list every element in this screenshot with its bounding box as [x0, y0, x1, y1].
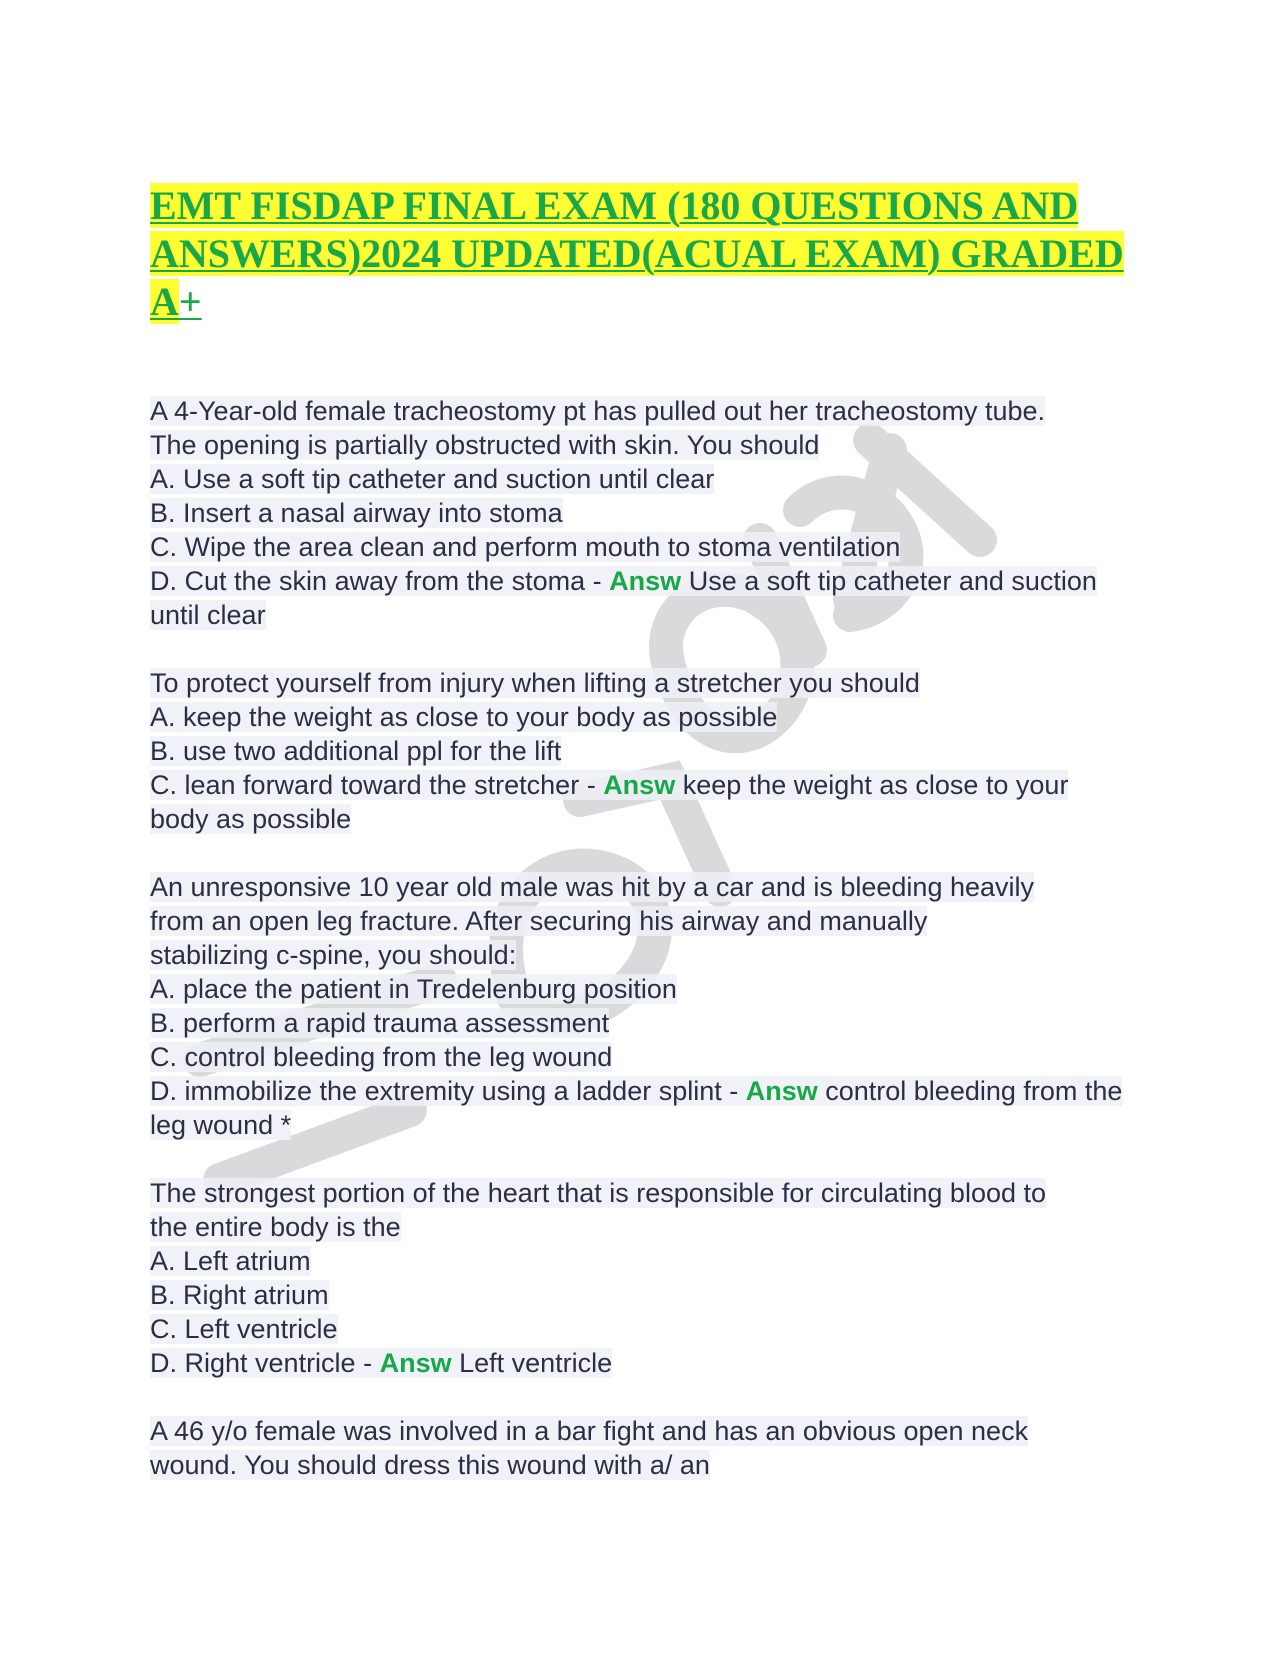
question-stem-line — [150, 1414, 1130, 1448]
answer-option-text: B. use two additional ppl for the lift — [150, 736, 562, 766]
question-stem-text: from an open leg fracture. After securing his airway and manually — [150, 906, 928, 936]
answer-option-with-key — [150, 768, 1130, 836]
answer-option-text: A. Left atrium — [150, 1246, 311, 1276]
answer-option — [150, 462, 1130, 496]
question-block — [150, 1414, 1130, 1482]
question-stem-line — [150, 394, 1130, 428]
question-block — [150, 1176, 1130, 1380]
answer-option-with-key — [150, 1346, 1130, 1380]
answer-label: Answ — [609, 566, 682, 596]
answer-option — [150, 972, 1130, 1006]
answer-option-key-wrapper — [150, 1076, 1122, 1140]
answer-text: keep the weight as close to your body as possible — [150, 770, 1069, 834]
question-stem-text: wound. You should dress this wound with a/ an — [150, 1450, 710, 1480]
answer-option-text: C. Left ventricle — [150, 1314, 338, 1344]
question-stem-line — [150, 938, 1130, 972]
answer-option — [150, 496, 1130, 530]
title-suffix: + — [178, 279, 202, 324]
answer-option-text: B. perform a rapid trauma assessment — [150, 1008, 610, 1038]
answer-option-text: B. Insert a nasal airway into stoma — [150, 498, 563, 528]
answer-label: Answ — [379, 1348, 452, 1378]
answer-option — [150, 700, 1130, 734]
question-stem-text: An unresponsive 10 year old male was hit by a car and is bleeding heavily — [150, 872, 1035, 902]
answer-option-with-key — [150, 1074, 1130, 1142]
question-stem-text: The strongest portion of the heart that is responsible for circulating blood to — [150, 1178, 1047, 1208]
answer-text: Left ventricle — [451, 1348, 613, 1378]
answer-label: Answ — [745, 1076, 818, 1106]
answer-option-text: B. Right atrium — [150, 1280, 329, 1310]
answer-option — [150, 1244, 1130, 1278]
question-block — [150, 870, 1130, 1142]
answer-option-key-wrapper — [150, 770, 1068, 834]
answer-option-text: C. Wipe the area clean and perform mouth to stoma ventilation — [150, 532, 901, 562]
answer-text: control bleeding from the leg wound * — [150, 1076, 1123, 1140]
question-stem-line — [150, 428, 1130, 462]
answer-option — [150, 1040, 1130, 1074]
question-block — [150, 394, 1130, 632]
answer-label: Answ — [603, 770, 676, 800]
document-body — [150, 182, 1130, 1516]
document-title — [150, 182, 1130, 326]
answer-option — [150, 530, 1130, 564]
answer-option — [150, 1312, 1130, 1346]
answer-option-text: C. lean forward toward the stretcher - — [150, 770, 604, 800]
answer-text: Use a soft tip catheter and suction until clear — [150, 566, 1097, 630]
question-stem-line — [150, 1176, 1130, 1210]
question-stem-text: The opening is partially obstructed with skin. You should — [150, 430, 820, 460]
answer-option-text: A. keep the weight as close to your body as possible — [150, 702, 778, 732]
question-stem-line — [150, 904, 1130, 938]
answer-option-text: A. place the patient in Tredelenburg position — [150, 974, 677, 1004]
answer-option-key-wrapper — [150, 1348, 612, 1378]
answer-option-key-wrapper — [150, 566, 1097, 630]
question-block — [150, 666, 1130, 836]
answer-option — [150, 1006, 1130, 1040]
answer-option-text: D. Cut the skin away from the stoma - — [150, 566, 610, 596]
answer-option-text: C. control bleeding from the leg wound — [150, 1042, 613, 1072]
answer-option-with-key — [150, 564, 1130, 632]
question-stem-text: A 4-Year-old female tracheostomy pt has pulled out her tracheostomy tube. — [150, 396, 1046, 426]
question-stem-text: the entire body is the — [150, 1212, 401, 1242]
title-highlighted-text: EMT FISDAP FINAL EXAM (180 QUESTIONS AND ANSWERS)2024 UPDATED(ACUAL EXAM) GRADED A — [150, 183, 1124, 324]
question-stem-line — [150, 1448, 1130, 1482]
answer-option — [150, 734, 1130, 768]
question-list — [150, 394, 1130, 1482]
answer-option-text: D. immobilize the extremity using a ladder splint - — [150, 1076, 746, 1106]
question-stem-line — [150, 666, 1130, 700]
question-stem-line — [150, 870, 1130, 904]
question-stem-text: To protect yourself from injury when lifting a stretcher you should — [150, 668, 920, 698]
answer-option — [150, 1278, 1130, 1312]
question-stem-line — [150, 1210, 1130, 1244]
question-stem-text: stabilizing c-spine, you should: — [150, 940, 517, 970]
answer-option-text: D. Right ventricle - — [150, 1348, 380, 1378]
answer-option-text: A. Use a soft tip catheter and suction until clear — [150, 464, 715, 494]
question-stem-text: A 46 y/o female was involved in a bar fight and has an obvious open neck — [150, 1416, 1029, 1446]
